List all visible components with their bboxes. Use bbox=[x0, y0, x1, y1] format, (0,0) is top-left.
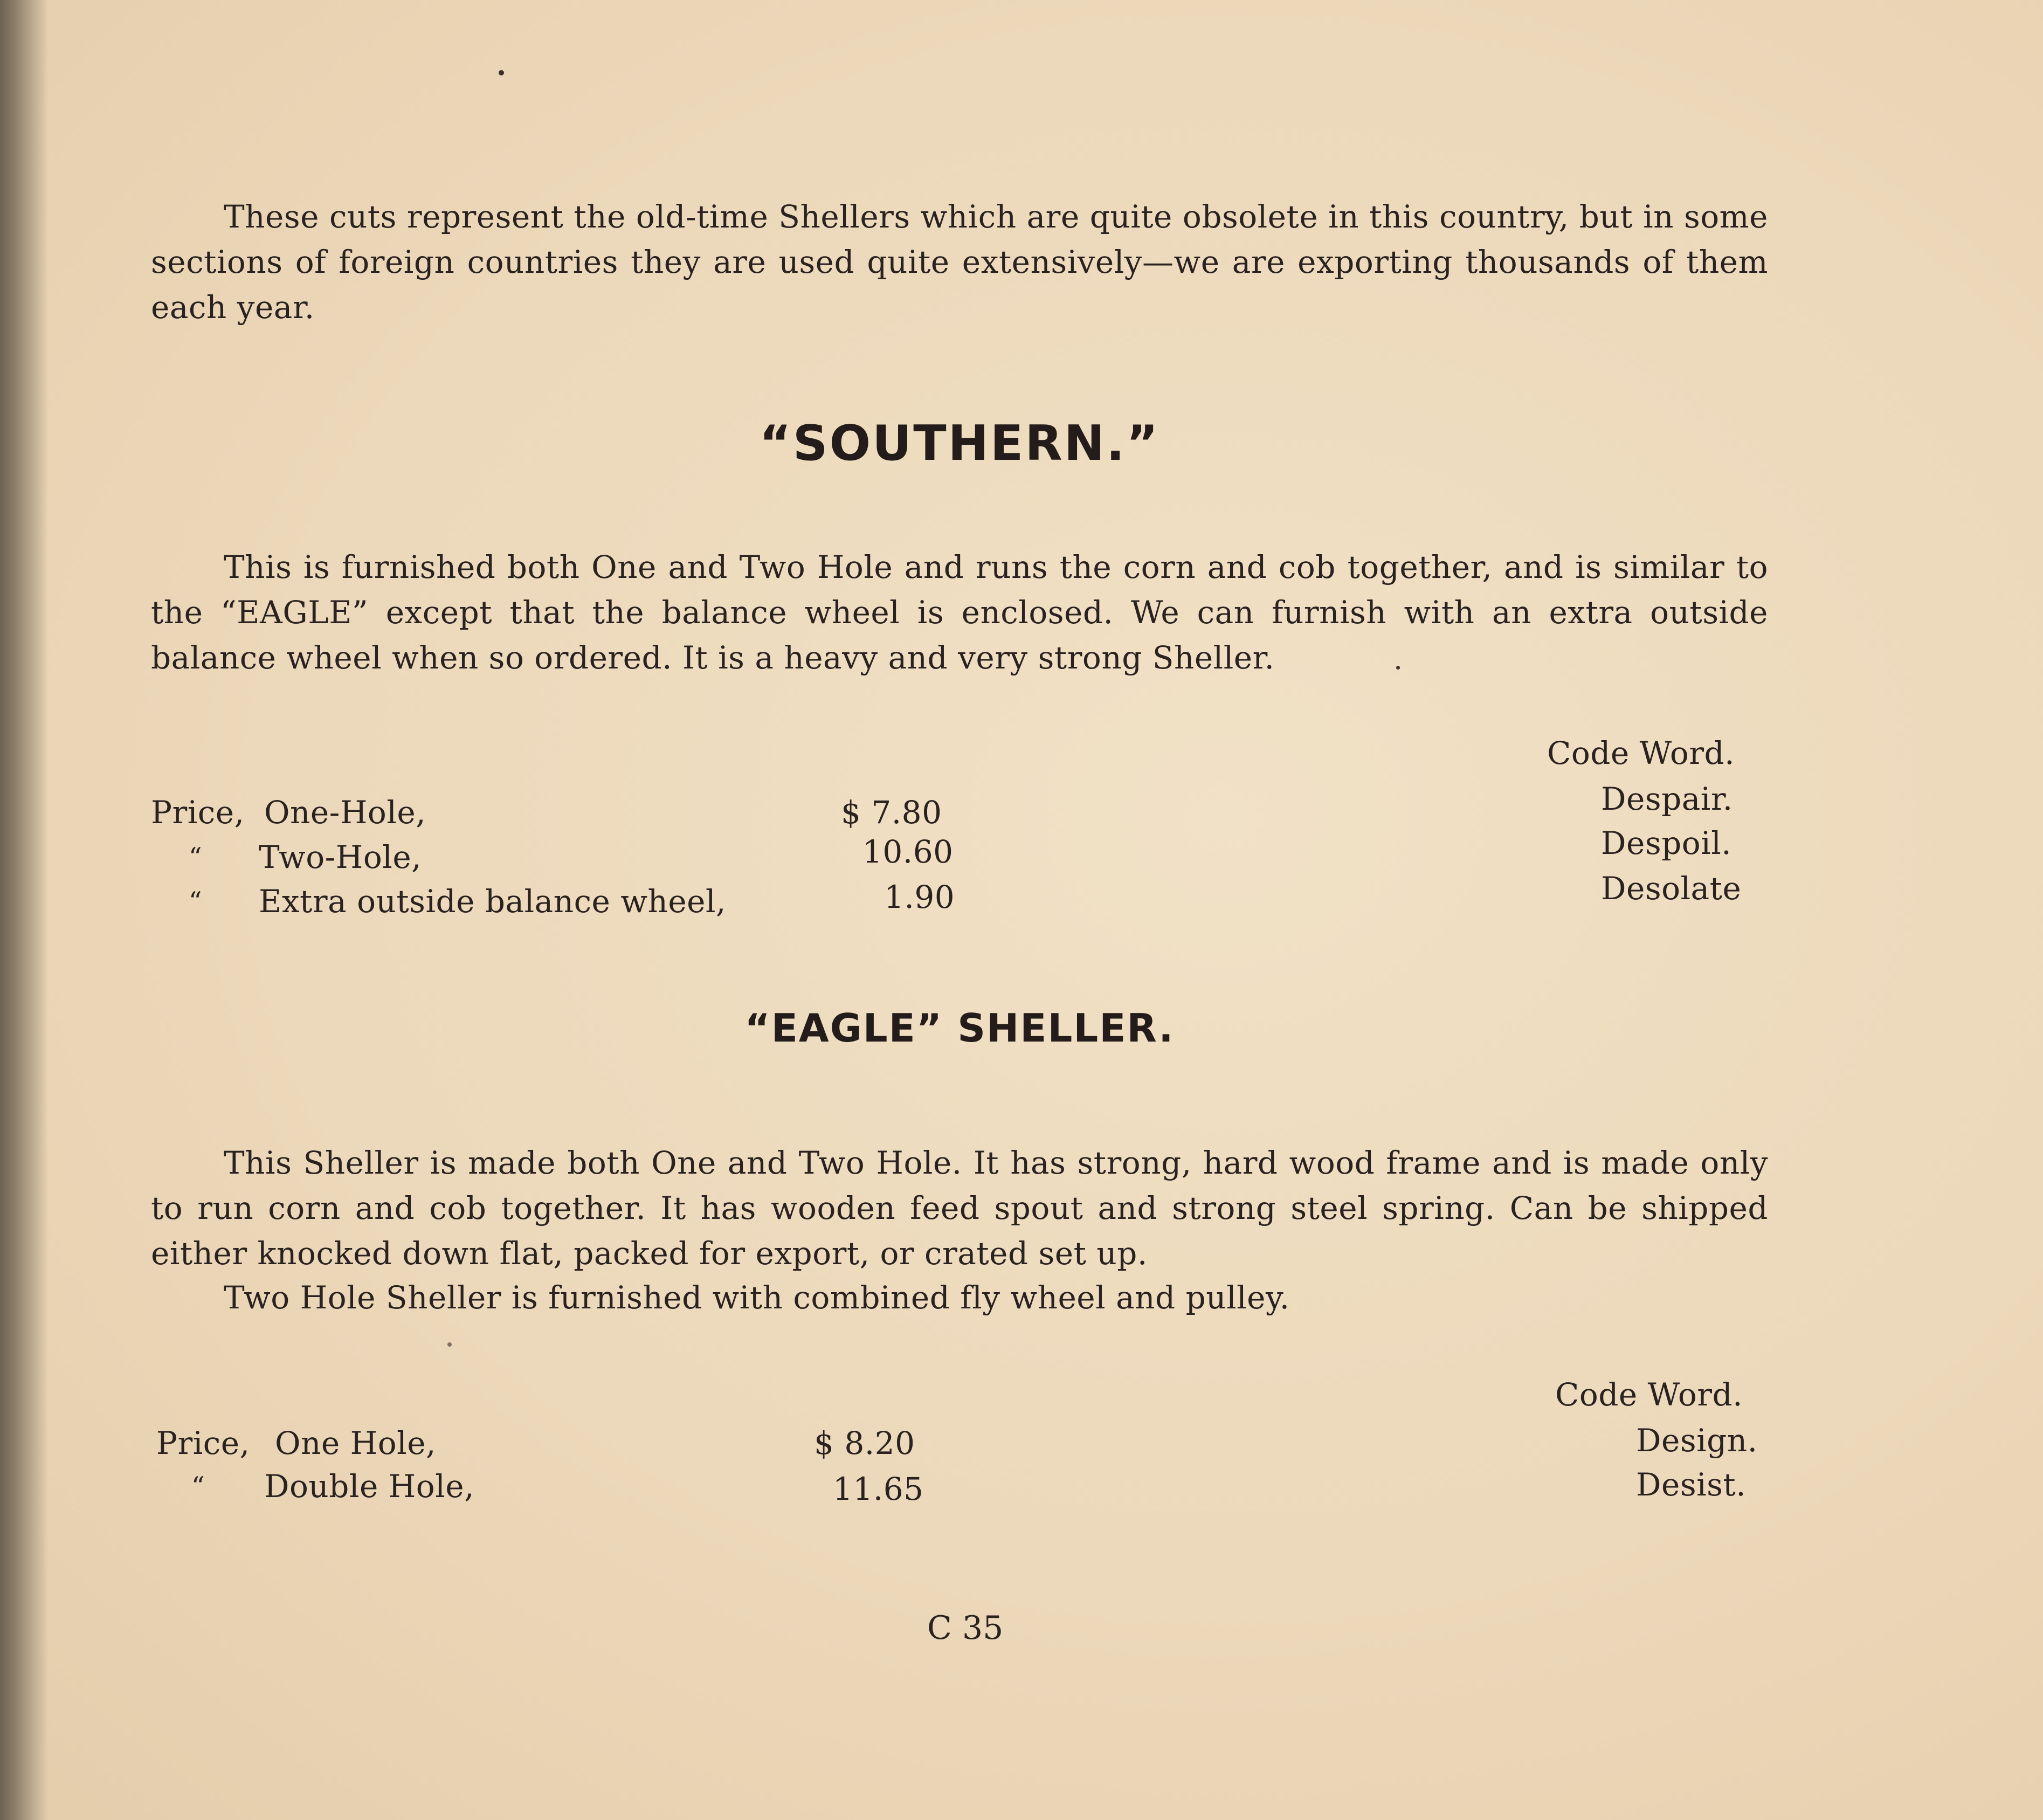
southern-row-price: 1.90 bbox=[884, 879, 955, 915]
eagle-row-item: One Hole, bbox=[275, 1425, 436, 1461]
southern-row-item: Extra outside balance wheel, bbox=[259, 883, 726, 920]
southern-row-code: Desolate bbox=[1601, 870, 1742, 907]
page-number: C 35 bbox=[927, 1609, 1004, 1647]
paper-speck bbox=[447, 1342, 452, 1347]
southern-code-word-header: Code Word. bbox=[1547, 735, 1735, 771]
southern-row-item: One-Hole, bbox=[264, 794, 426, 831]
eagle-row-price: 11.65 bbox=[833, 1471, 924, 1507]
southern-row-code: Despoil. bbox=[1601, 825, 1732, 861]
intro-paragraph: These cuts represent the old-time Shellers which are quite obsolete in this country, but in some sections of foreign countries they are used quite extensively—we are exporting thousands of them each year. bbox=[151, 198, 1768, 326]
southern-row-prefix: Price, bbox=[151, 794, 245, 831]
southern-row-ditto: “ bbox=[189, 842, 203, 872]
book-spine-shadow bbox=[0, 0, 49, 1820]
eagle-row-code: Design. bbox=[1636, 1422, 1758, 1459]
eagle-note: Two Hole Sheller is furnished with combined fly wheel and pulley. bbox=[224, 1279, 1290, 1316]
southern-row-price: $ 7.80 bbox=[841, 794, 942, 831]
southern-row-price: 10.60 bbox=[862, 833, 954, 870]
eagle-row-item: Double Hole, bbox=[264, 1468, 475, 1505]
eagle-heading: “EAGLE” SHELLER. bbox=[744, 1005, 1175, 1051]
eagle-row-ditto: “ bbox=[191, 1471, 205, 1501]
eagle-row-price: $ 8.20 bbox=[814, 1425, 915, 1461]
southern-row-code: Despair. bbox=[1601, 781, 1733, 817]
southern-row-ditto: “ bbox=[189, 886, 203, 916]
paper-speck bbox=[499, 70, 504, 75]
southern-description: This is furnished both One and Two Hole and runs the corn and cob together, and is similar to the “EAGLE” except that the balance wheel is enclosed. We can furnish with an extra outside balance wheel when so ordered. It is a heavy and very strong Sheller. bbox=[151, 549, 1768, 676]
southern-row-item: Two-Hole, bbox=[259, 839, 422, 875]
eagle-description: This Sheller is made both One and Two Hole. It has strong, hard wood frame and is made only to run corn and cob together. It has wooden feed spout and strong steel spring. Can be shipped either knocked down flat, packed for export, or crated set up. bbox=[151, 1145, 1768, 1272]
eagle-code-word-header: Code Word. bbox=[1555, 1376, 1743, 1413]
eagle-row-prefix: Price, bbox=[156, 1425, 250, 1461]
eagle-row-code: Desist. bbox=[1636, 1466, 1747, 1503]
southern-heading: “SOUTHERN.” bbox=[759, 415, 1160, 472]
